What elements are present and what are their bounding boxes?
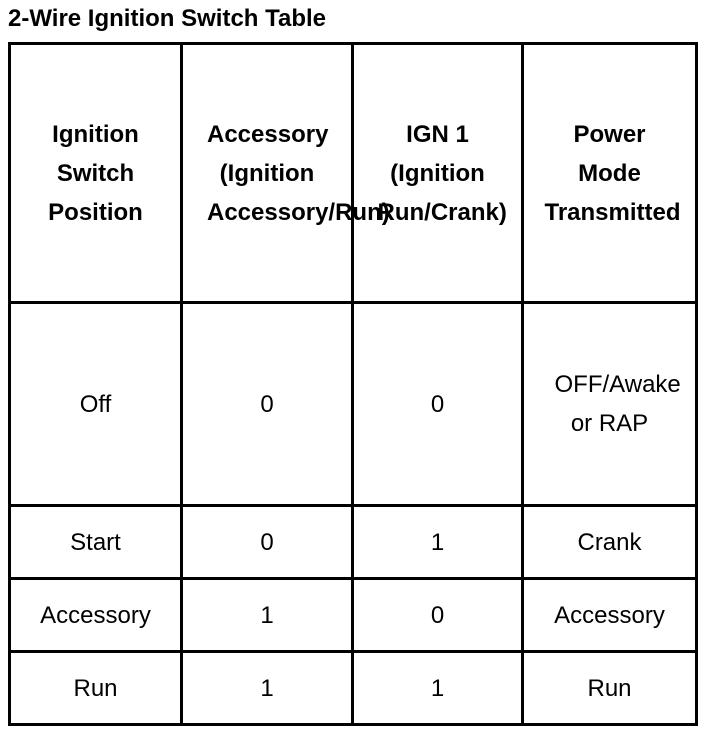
column-header-ignition-switch-position: Ignition Switch Position bbox=[10, 44, 182, 303]
table-cell: 0 bbox=[353, 579, 523, 652]
table-title: 2-Wire Ignition Switch Table bbox=[8, 5, 327, 32]
table-cell: 0 bbox=[353, 303, 523, 506]
table-row-off bbox=[10, 303, 697, 506]
column-header-ign-1: IGN 1 (Ignition Run/Crank) bbox=[353, 44, 523, 303]
ignition-switch-table bbox=[8, 42, 698, 726]
column-header-power-mode-transmitted: Power Mode Transmitted bbox=[523, 44, 697, 303]
table-cell: 1 bbox=[182, 652, 353, 725]
table-cell: Off bbox=[10, 303, 182, 506]
table-cell: 1 bbox=[353, 506, 523, 579]
table-cell: Crank bbox=[523, 506, 697, 579]
table-cell: 0 bbox=[182, 506, 353, 579]
table-cell: 1 bbox=[353, 652, 523, 725]
table-cell: 1 bbox=[182, 579, 353, 652]
table-cell: Start bbox=[10, 506, 182, 579]
column-header-accessory: Accessory (Ignition Accessory/Run) bbox=[182, 44, 353, 303]
table-row-run bbox=[10, 652, 697, 725]
table-cell: Run bbox=[10, 652, 182, 725]
table-row-accessory bbox=[10, 579, 697, 652]
header-row bbox=[10, 44, 697, 303]
table-cell: Accessory bbox=[10, 579, 182, 652]
table-row-start bbox=[10, 506, 697, 579]
table-cell: Run bbox=[523, 652, 697, 725]
table-cell: Accessory bbox=[523, 579, 697, 652]
table-cell: OFF/Awake or RAP bbox=[523, 303, 697, 506]
table-cell: 0 bbox=[182, 303, 353, 506]
